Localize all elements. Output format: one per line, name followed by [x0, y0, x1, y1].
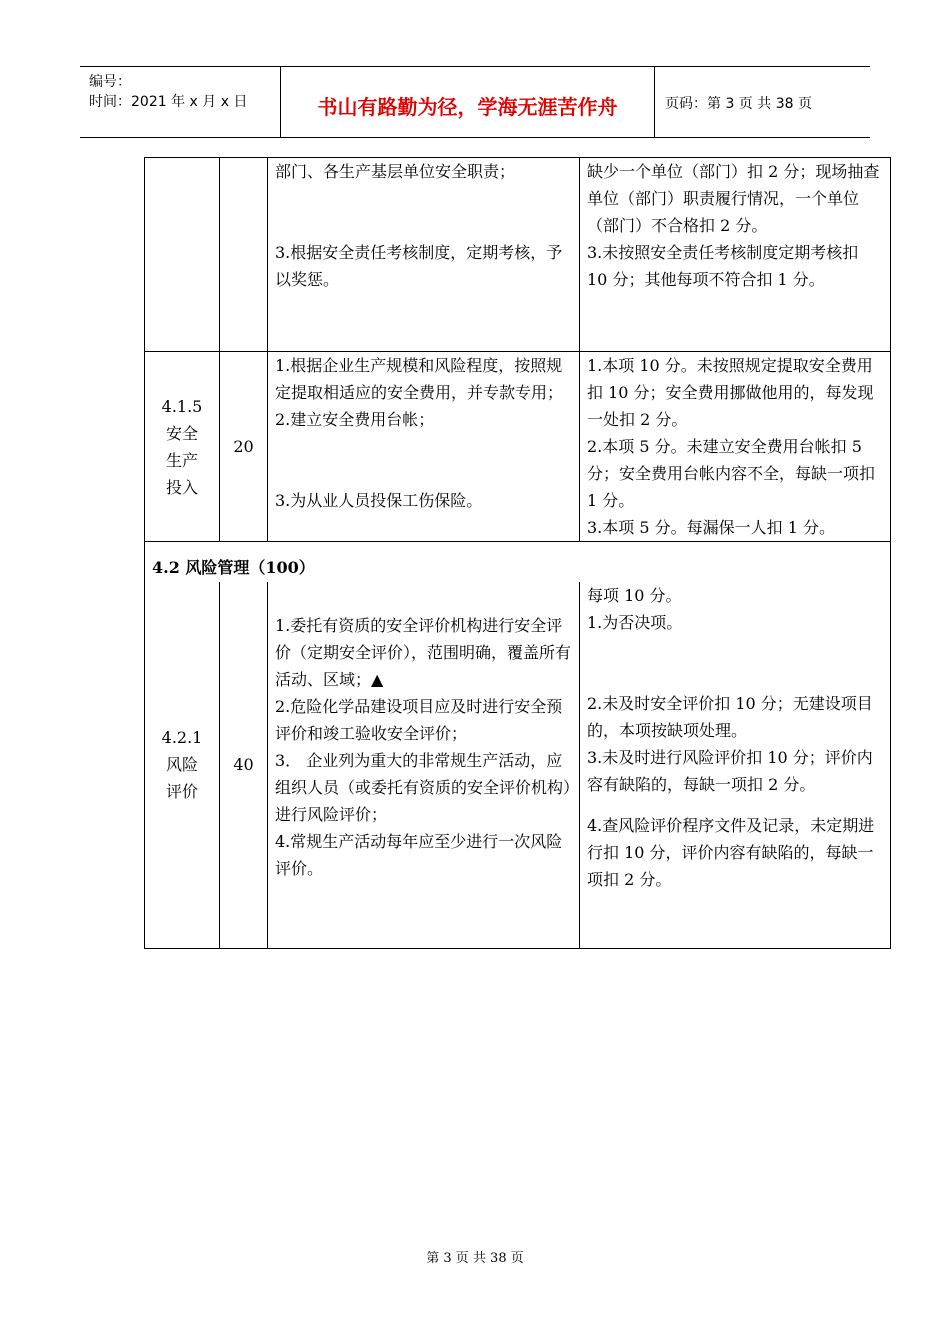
content-item: 1.根据企业生产规模和风险程度，按照规定提取相适应的安全费用，并专款专用； [275, 356, 564, 402]
criteria-item: 1.本项 10 分。未按照规定提取安全费用扣 10 分；安全费用挪做他用的，每发现一处扣 2 分。 [587, 356, 874, 429]
item-name: 安全生产投入 [165, 423, 198, 497]
criteria-item: 2.本项 5 分。未建立安全费用台帐扣 5 分；安全费用台帐内容不全，每缺一项扣 1 分。 [587, 437, 876, 510]
content-item: 2.建立安全费用台帐； [275, 410, 435, 429]
document-number-label: 编号： [89, 74, 131, 90]
table-row [145, 158, 891, 352]
criteria-item: 2.未及时安全评价扣 10 分；无建设项目的，本项按缺项处理。 [587, 694, 873, 740]
table-row [145, 582, 891, 948]
page-footer: 第 3 页 共 38 页 [426, 1251, 524, 1266]
criteria-item: 缺少一个单位（部门）扣 2 分；现场抽查单位（部门）职责履行情况，一个单位（部门）不合格扣 2 分。 [587, 162, 880, 235]
content-cell [268, 352, 580, 542]
content-item: 1.委托有资质的安全评价机构进行安全评价（定期安全评价），范围明确，覆盖所有活动、区域；▲ [275, 616, 572, 689]
content-cell [268, 582, 580, 948]
section-title: 4.2 风险管理（100） [145, 542, 891, 583]
criteria-item: 3.未及时进行风险评价扣 10 分；评价内容有缺陷的，每缺一项扣 2 分。 [587, 748, 873, 794]
criteria-item: 4.查风险评价程序文件及记录，未定期进行扣 10 分，评价内容有缺陷的，每缺一项扣 2 分。 [587, 816, 875, 889]
content-item: 2.危险化学品建设项目应及时进行安全预评价和竣工验收安全评价； [275, 697, 563, 743]
code-cell [145, 158, 220, 352]
item-code: 4.1.5 [161, 396, 203, 416]
criteria-item: 1.为否决项。 [587, 613, 683, 632]
criteria-cell [580, 158, 891, 352]
code-cell [145, 582, 220, 948]
section-row [145, 542, 891, 583]
table-row [145, 352, 891, 542]
header-meta-cell [80, 67, 281, 137]
content-item: 部门、各生产基层单位安全职责； [275, 162, 516, 181]
item-code: 4.2.1 [161, 728, 203, 748]
item-name: 风险评价 [165, 755, 198, 802]
code-cell [145, 352, 220, 542]
criteria-item: 3.未按照安全责任考核制度定期考核扣 10 分；其他每项不符合扣 1 分。 [587, 243, 859, 289]
page-header [80, 66, 870, 138]
content-item: 3． 企业列为重大的非常规生产活动，应组织人员（或委托有资质的安全评价机构）进行风险评价； [275, 751, 572, 824]
content-cell [268, 158, 580, 352]
content-item: 4.常规生产活动每年应至少进行一次风险评价。 [275, 832, 563, 878]
score-cell: 20 [220, 352, 268, 542]
criteria-cell [580, 582, 891, 948]
document-time-label: 时间：2021 年 x 月 x 日 [89, 94, 248, 110]
criteria-item: 3.本项 5 分。每漏保一人扣 1 分。 [587, 518, 835, 537]
content-item: 3.根据安全责任考核制度，定期考核，予以奖惩。 [275, 243, 563, 289]
score-cell: 40 [220, 582, 268, 948]
criteria-cell [580, 352, 891, 542]
criteria-item: 每项 10 分。 [587, 586, 682, 605]
standards-table [144, 157, 891, 949]
page-code: 页码：第 3 页 共 38 页 [665, 96, 812, 112]
header-page-cell [655, 67, 870, 137]
header-motto-cell [281, 67, 655, 137]
score-cell [220, 158, 268, 352]
motto: 书山有路勤为径，学海无涯苦作舟 [317, 95, 618, 119]
content-item: 3.为从业人员投保工伤保险。 [275, 491, 483, 510]
